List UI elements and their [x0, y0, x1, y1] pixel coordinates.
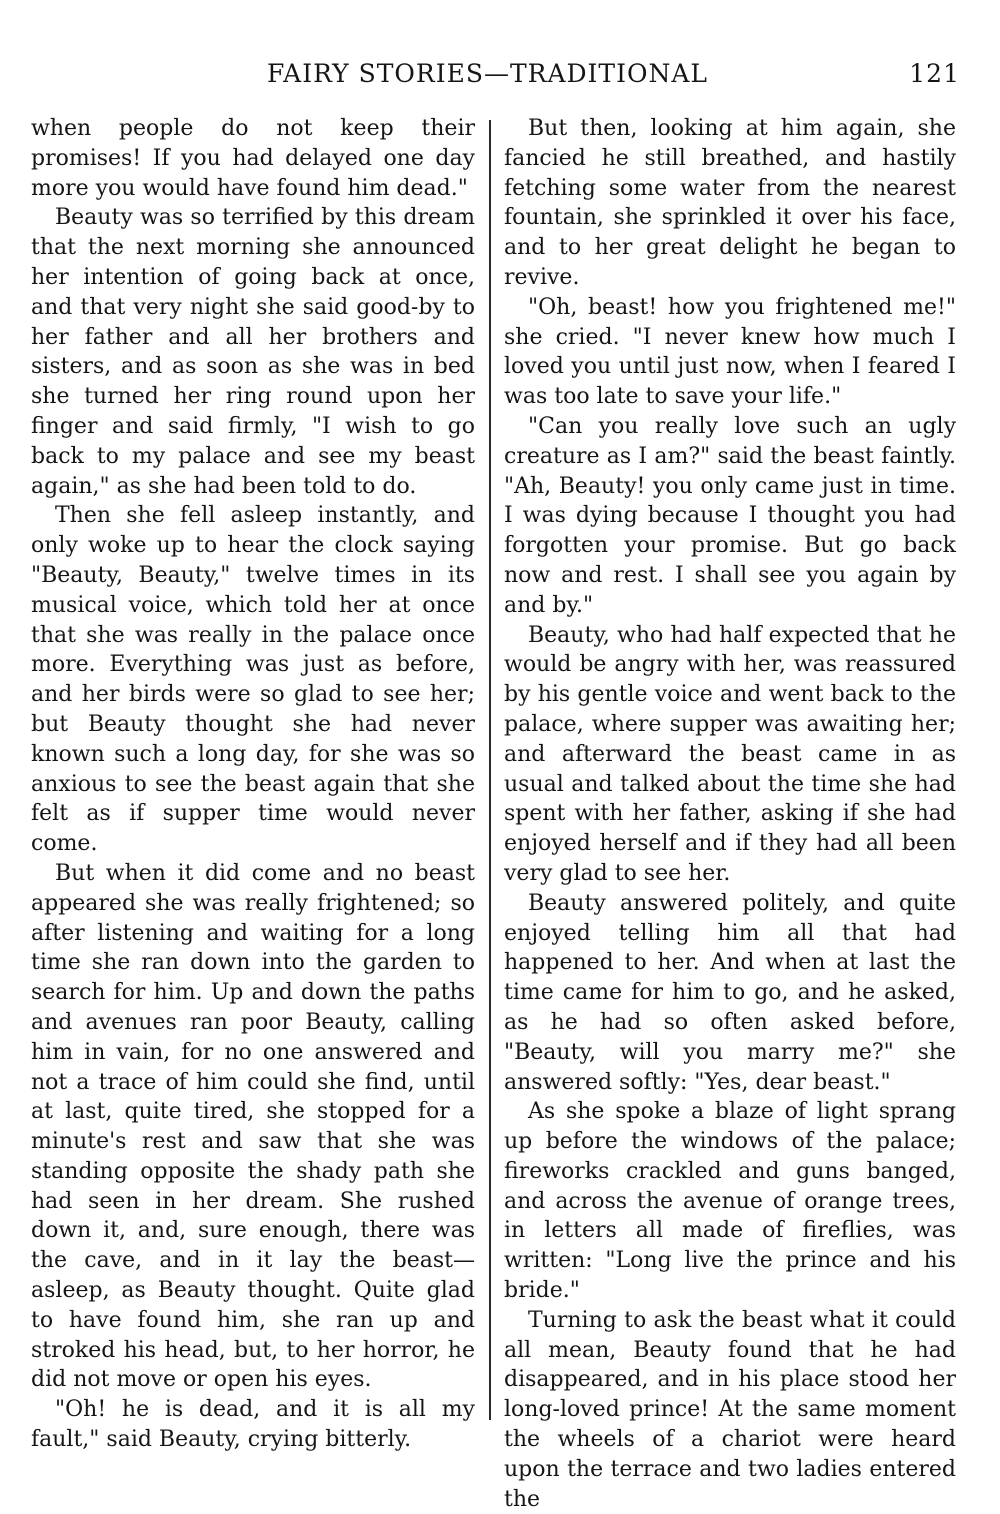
paragraph: Beauty, who had half expected that he would be angry with her, was reassured by his gentle voice and went back to the palace, where supper was awaiting her; and afterward the beast came in as usual and talked about the time she had spent with her father, asking if she had enjoyed herself and if they had all been very glad to see her.: [504, 622, 956, 886]
paragraph: Beauty answered politely, and quite enjoyed telling him all that had happened to her. And when at last the time came for him to go, and he asked, as he had so often asked before, "Beauty, will you marry me?" she answered softly: "Yes, dear beast.": [504, 890, 956, 1095]
paragraph: As she spoke a blaze of light sprang up before the windows of the palace; fireworks crackled and guns banged, and across the avenue of orange trees, in letters all made of fireflies, was written: "Long live the prince and his bride.": [504, 1099, 956, 1304]
column-divider: [489, 120, 491, 1420]
running-title: FAIRY STORIES—TRADITIONAL: [266, 59, 709, 88]
paragraph: Then she fell asleep instantly, and only woke up to hear the clock saying "Beauty, Beauty," twelve times in its musical voice, which told her at once that she was really in the palace once more. Everything was just as before, and her birds were so glad to see her; but Beauty thought she had never known such a long day, for she was so anxious to see the beast again that she felt as if supper time would never come.: [31, 503, 475, 857]
running-head: [0, 58, 1000, 98]
paragraph: when people do not keep their promises! If you had delayed one day more you would have found him dead.": [31, 116, 475, 201]
paragraph: But then, looking at him again, she fancied he still breathed, and hastily fetching some water from the nearest fountain, she sprinkled it over his face, and to her great delight he began to revive.: [504, 116, 956, 290]
paragraph: Beauty was so terrified by this dream that the next morning she announced her intention of going back at once, and that very night she said good-by to her father and all her brothers and sisters, and as soon as she was in bed she turned her ring round upon her finger and said firmly, "I wish to go back to my palace and see my beast again," as she had been told to do.: [31, 205, 475, 499]
paragraph: "Oh! he is dead, and it is all my fault," said Beauty, crying bitterly.: [31, 1397, 475, 1453]
page-number: 121: [909, 59, 960, 88]
paragraph: "Can you really love such an ugly creature as I am?" said the beast faintly. "Ah, Beauty! you only came just in time. I was dying because I thought you had forgotten your promise. But go back now and rest. I shall see you again by and by.": [504, 413, 956, 618]
left-column: [31, 114, 475, 1455]
right-column: [504, 114, 956, 1514]
paragraph: Turning to ask the beast what it could all mean, Beauty found that he had disappeared, and in his place stood her long-loved prince! At the same moment the wheels of a chariot were heard upon the terrace and two ladies entered the: [504, 1307, 956, 1512]
paragraph: "Oh, beast! how you frightened me!" she cried. "I never knew how much I loved you until just now, when I feared I was too late to save your life.": [504, 294, 956, 410]
paragraph: But when it did come and no beast appeared she was really frightened; so after listening and waiting for a long time she ran down into the garden to search for him. Up and down the paths and avenues ran poor Beauty, calling him in vain, for no one answered and not a trace of him could she find, until at last, quite tired, she stopped for a minute's rest and saw that she was standing opposite the shady path she had seen in her dream. She rushed down it, and, sure enough, there was the cave, and in it lay the beast—asleep, as Beauty thought. Quite glad to have found him, she ran up and stroked his head, but, to her horror, he did not move or open his eyes.: [31, 860, 475, 1393]
